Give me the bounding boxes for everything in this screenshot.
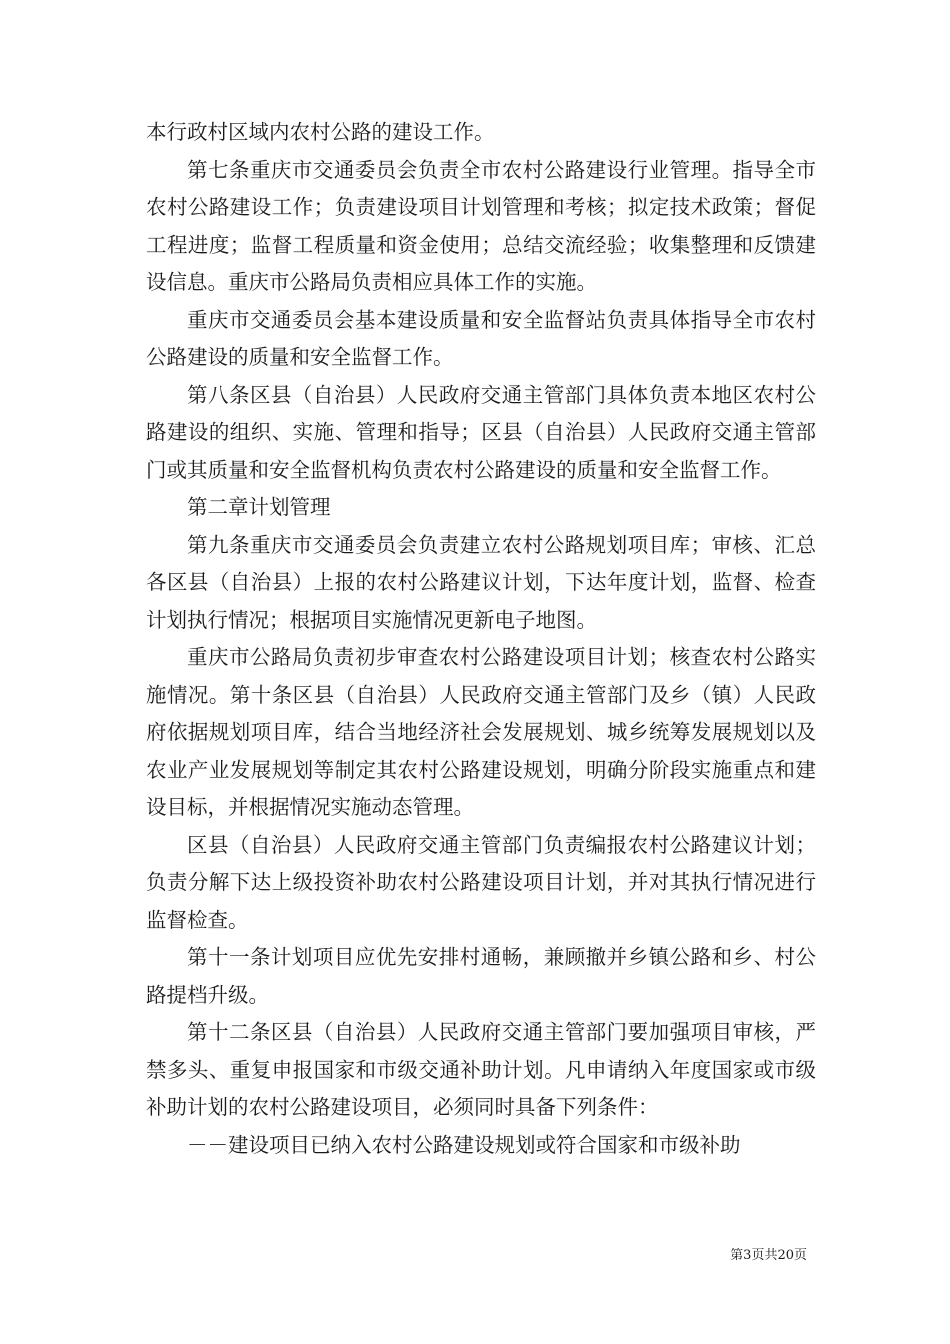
paragraph: 第八条区县（自治县）人民政府交通主管部门具体负责本地区农村公路建设的组织、实施、管理和指导；区县（自治县）人民政府交通主管部门或其质量和安全监督机构负责农村公路建设的质量和安全监督工作。 [146,382,816,482]
paragraph: 重庆市公路局负责初步审查农村公路建设项目计划；核查农村公路实施情况。第十条区县（自治县）人民政府交通主管部门及乡（镇）人民政府依据规划项目库，结合当地经济社会发展规划、城乡统筹发展规划以及农业产业发展规划等制定其农村公路建设规划，明确分阶段实施重点和建设目标，并根据情况实施动态管理。 [146,645,816,819]
body-text [146,114,816,1164]
paragraph: 本行政村区域内农村公路的建设工作。 [146,120,495,144]
paragraph: 第十一条计划项目应优先安排村通畅，兼顾撤并乡镇公路和乡、村公路提档升级。 [146,945,816,1007]
page-number: 第3页共20页 [730,1248,807,1263]
chapter-heading: 第二章计划管理 [187,495,331,519]
paragraph: 第十二条区县（自治县）人民政府交通主管部门要加强项目审核，严禁多头、重复申报国家和市级交通补助计划。凡申请纳入年度国家或市级补助计划的农村公路建设项目，必须同时具备下列条件： [146,1020,816,1119]
paragraph: －－建设项目已纳入农村公路建设规划或符合国家和市级补助 [187,1132,741,1157]
paragraph: 第九条重庆市交通委员会负责建立农村公路规划项目库；审核、汇总各区县（自治县）上报的农村公路建议计划，下达年度计划，监督、检查计划执行情况；根据项目实施情况更新电子地图。 [146,532,816,632]
paragraph: 区县（自治县）人民政府交通主管部门负责编报农村公路建议计划；负责分解下达上级投资补助农村公路建设项目计划，并对其执行情况进行监督检查。 [146,832,816,932]
paragraph: 第七条重庆市交通委员会负责全市农村公路建设行业管理。指导全市农村公路建设工作；负责建设项目计划管理和考核；拟定技术政策；督促工程进度；监督工程质量和资金使用；总结交流经验；收集整理和反馈建设信息。重庆市公路局负责相应具体工作的实施。 [146,157,816,294]
paragraph: 重庆市交通委员会基本建设质量和安全监督站负责具体指导全市农村公路建设的质量和安全监督工作。 [146,307,816,369]
